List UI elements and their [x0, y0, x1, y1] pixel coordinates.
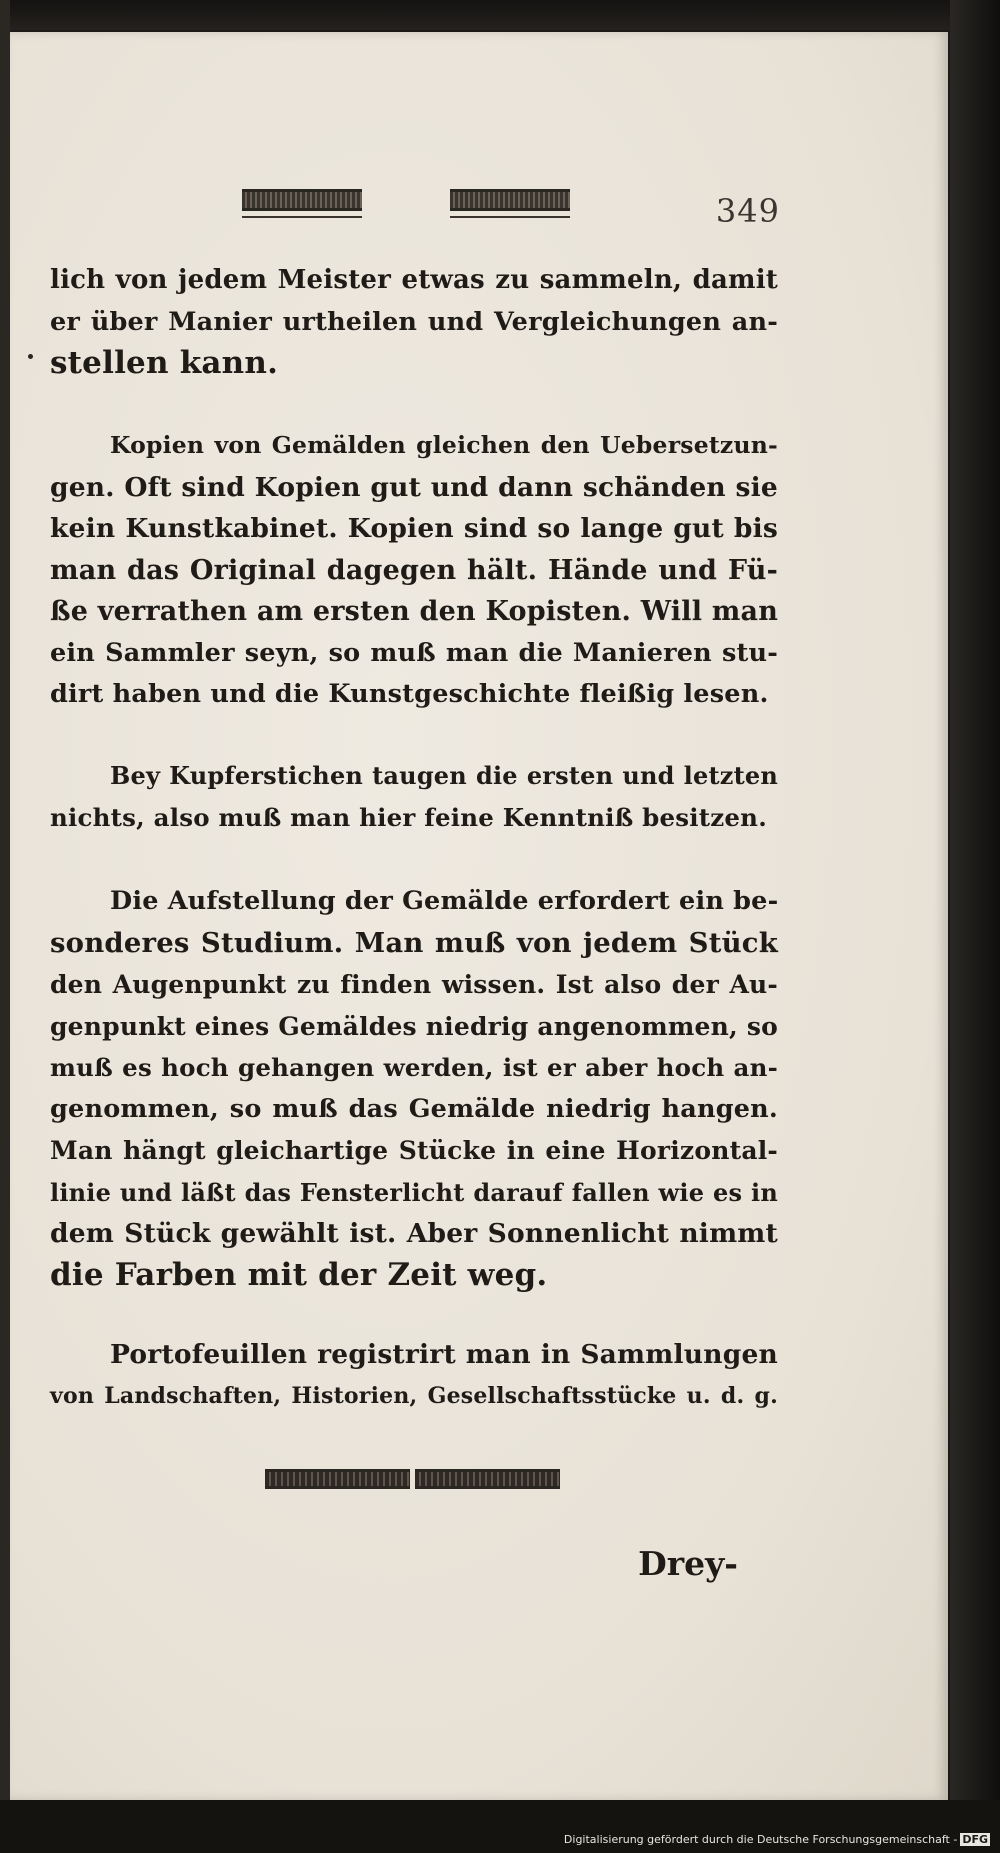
header-rule-right: [450, 216, 570, 218]
footer-ornament-left: [265, 1469, 410, 1489]
header-ornament-left: [242, 189, 362, 211]
text-line: kein Kunstkabinet. Kopien sind so lange gut bis: [50, 513, 778, 544]
text-line: genpunkt eines Gemäldes niedrig angenommen, so: [50, 1011, 778, 1041]
text-line: linie und läßt das Fensterlicht darauf fallen wie es in: [50, 1177, 778, 1207]
text-line: dem Stück gewählt ist. Aber Sonnenlicht nimmt: [50, 1218, 778, 1249]
text-line: von Landschaften, Historien, Gesellschaftsstücke u. d. g.: [50, 1382, 778, 1409]
text-line: dirt haben und die Kunstgeschichte fleißig lesen.: [50, 679, 769, 709]
header-rule-left: [242, 216, 362, 218]
text-line: lich von jedem Meister etwas zu sammeln, damit: [50, 265, 778, 295]
book-page: [10, 32, 948, 1800]
paragraph-5: [50, 1334, 778, 1417]
text-line: Man hängt gleichartige Stücke in eine Horizontal-: [50, 1136, 778, 1165]
scan-border-left: [0, 0, 10, 1853]
text-line: ße verrathen am ersten den Kopisten. Will man: [50, 596, 779, 627]
digitization-credit: [560, 1833, 990, 1846]
page-number: 349: [715, 192, 780, 230]
text-line: ein Sammler seyn, so muß man die Manieren stu-: [50, 637, 778, 668]
text-line: man das Original dagegen hält. Hände und Fü-: [50, 554, 778, 586]
text-line: stellen kann.: [50, 345, 279, 381]
paragraph-2: [50, 425, 778, 716]
text-line: die Farben mit der Zeit weg.: [50, 1256, 548, 1293]
margin-mark: [28, 354, 33, 359]
text-line: den Augenpunkt zu finden wissen. Ist also der Au-: [50, 970, 778, 999]
header-ornament-right: [450, 189, 570, 211]
text-line: Portofeuillen registrirt man in Sammlungen: [110, 1339, 778, 1370]
paragraph-3: [50, 755, 778, 838]
paragraph-4: [50, 881, 778, 1296]
text-line: Bey Kupferstichen taugen die ersten und letzten: [110, 761, 778, 790]
text-line: sonderes Studium. Man muß von jedem Stück: [50, 926, 778, 959]
scan-border-right: [950, 0, 1000, 1853]
text-line: er über Manier urtheilen und Vergleichungen an-: [50, 306, 778, 337]
catchword: Drey-: [638, 1544, 738, 1583]
text-line: genommen, so muß das Gemälde niedrig hangen.: [50, 1093, 778, 1124]
footer-ornament-right: [415, 1469, 560, 1489]
text-line: Kopien von Gemälden gleichen den Uebersetzun-: [110, 431, 778, 459]
paragraph-1: [50, 260, 778, 385]
text-line: nichts, also muß man hier feine Kenntniß besitzen.: [50, 802, 767, 832]
credit-text: Digitalisierung gefördert durch die Deutsche Forschungsgemeinschaft -: [563, 1833, 958, 1846]
dfg-logo: DFG: [962, 1833, 988, 1846]
text-line: muß es hoch gehangen werden, ist er aber hoch an-: [50, 1053, 778, 1082]
text-line: gen. Oft sind Kopien gut und dann schänden sie: [50, 471, 778, 503]
scan-border-top: [0, 0, 1000, 30]
text-line: Die Aufstellung der Gemälde erfordert ein be-: [110, 886, 779, 916]
